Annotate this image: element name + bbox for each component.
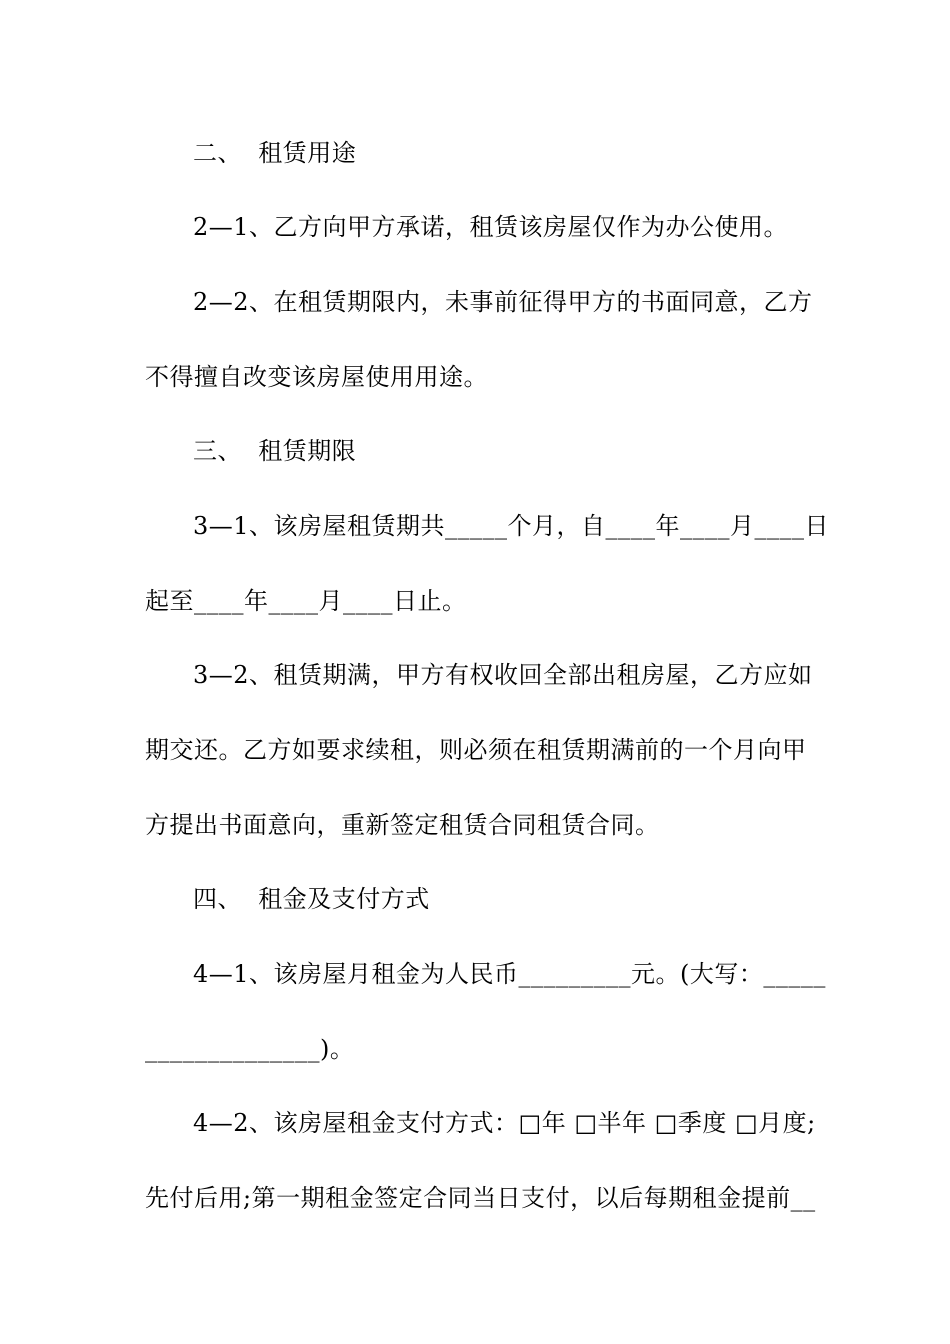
clause-3-2-line-2: 期交还。乙方如要求续租，则必须在租赁期满前的一个月向甲: [145, 736, 807, 764]
clause-4-2-line-2: 先付后用;第一期租金签定合同当日支付，以后每期租金提前__: [145, 1184, 816, 1212]
section-heading-3: 三、 租赁期限: [193, 437, 357, 465]
clause-3-1-line-2: 起至____年____月____日止。: [145, 587, 467, 615]
clause-4-1-line-1: 4—1、该房屋月租金为人民币_________元。(大写：_____: [193, 960, 826, 988]
clause-3-2-line-1: 3—2、租赁期满，甲方有权收回全部出租房屋，乙方应如: [193, 661, 813, 689]
clause-3-2-line-3: 方提出书面意向，重新签定租赁合同租赁合同。: [145, 811, 660, 839]
clause-2-2-line-2: 不得擅自改变该房屋使用用途。: [145, 363, 488, 391]
clause-4-2-line-1: 4—2、该房屋租金支付方式：□年 □半年 □季度 □月度;: [193, 1109, 816, 1137]
section-heading-4: 四、 租金及支付方式: [193, 885, 430, 913]
section-heading-2: 二、 租赁用途: [193, 139, 357, 167]
clause-4-1-line-2: ______________)。: [145, 1035, 355, 1063]
clause-2-1: 2—1、乙方向甲方承诺，租赁该房屋仅作为办公使用。: [193, 213, 789, 241]
clause-3-1-line-1: 3—1、该房屋租赁期共_____个月，自____年____月____日: [193, 512, 830, 540]
clause-2-2-line-1: 2—2、在租赁期限内，未事前征得甲方的书面同意，乙方: [193, 288, 813, 316]
